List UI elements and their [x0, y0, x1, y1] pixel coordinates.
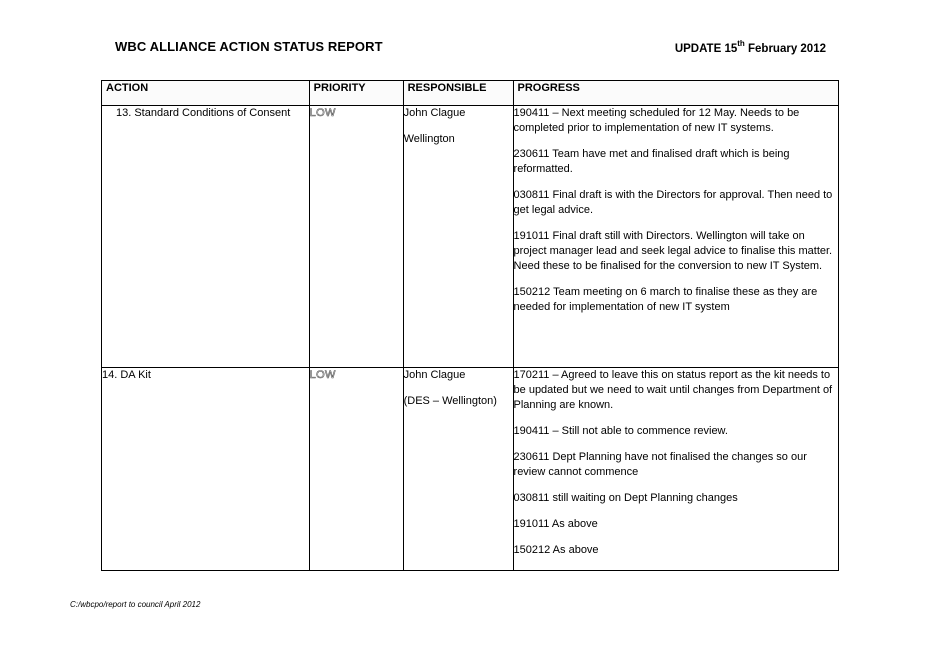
- progress-entry: 190411 – Next meeting scheduled for 12 May. Needs to be completed prior to implementation of new IT systems.: [513, 107, 800, 134]
- column-header-priority: PRIORITY: [309, 81, 403, 106]
- responsible-cell: [403, 106, 513, 368]
- footer-file-path: C:/wbcpo/report to council April 2012: [70, 600, 201, 609]
- progress-entry: 230611 Team have met and finalised draft which is being reformatted.: [513, 148, 790, 175]
- column-header-action: ACTION: [102, 81, 310, 106]
- progress-entry: 030811 still waiting on Dept Planning changes: [513, 492, 738, 504]
- progress-cell: [513, 368, 838, 571]
- priority-value: LOW: [309, 369, 336, 381]
- progress-entry: 150212 As above: [513, 544, 599, 556]
- table-row: [102, 368, 839, 571]
- responsible-person: John Clague: [403, 107, 466, 119]
- update-superscript: th: [737, 39, 745, 48]
- table-row: [102, 106, 839, 368]
- progress-entry: 030811 Final draft is with the Directors for approval. Then need to get legal advice.: [513, 189, 833, 216]
- progress-entry: 191011 Final draft still with Directors. Wellington will take on project manager lead and seek legal advice to finalise this matter. Need these to be finalised for the conversion to new IT System.: [513, 230, 833, 272]
- column-header-responsible: RESPONSIBLE: [403, 81, 513, 106]
- progress-entry: 150212 Team meeting on 6 march to finalise these as they are needed for implementation of new IT system: [513, 286, 818, 313]
- update-prefix: UPDATE 15: [674, 42, 738, 55]
- progress-cell: [513, 106, 838, 368]
- action-status-table: [101, 80, 839, 571]
- priority-cell: [309, 106, 403, 368]
- update-date: [675, 40, 826, 55]
- progress-entry: 191011 As above: [513, 518, 598, 530]
- responsible-person: John Clague: [403, 369, 466, 381]
- responsible-council: Wellington: [403, 133, 455, 145]
- progress-entry: 170211 – Agreed to leave this on status report as the kit needs to be updated but we need to wait until changes from Department of Planning are known.: [513, 369, 833, 411]
- update-suffix: February 2012: [744, 42, 826, 55]
- column-header-progress: PROGRESS: [513, 81, 838, 106]
- progress-entry: 230611 Dept Planning have not finalised the changes so our review cannot commence: [513, 451, 807, 478]
- action-cell: 13. Standard Conditions of Consent: [102, 106, 310, 368]
- responsible-council: (DES – Wellington): [403, 395, 497, 407]
- action-cell: 14. DA Kit: [102, 368, 310, 571]
- report-title: WBC ALLIANCE ACTION STATUS REPORT: [115, 39, 383, 54]
- priority-value: LOW: [309, 107, 336, 119]
- priority-cell: [309, 368, 403, 571]
- responsible-cell: [403, 368, 513, 571]
- table-header-row: [102, 81, 839, 106]
- progress-entry: 190411 – Still not able to commence review.: [513, 425, 728, 437]
